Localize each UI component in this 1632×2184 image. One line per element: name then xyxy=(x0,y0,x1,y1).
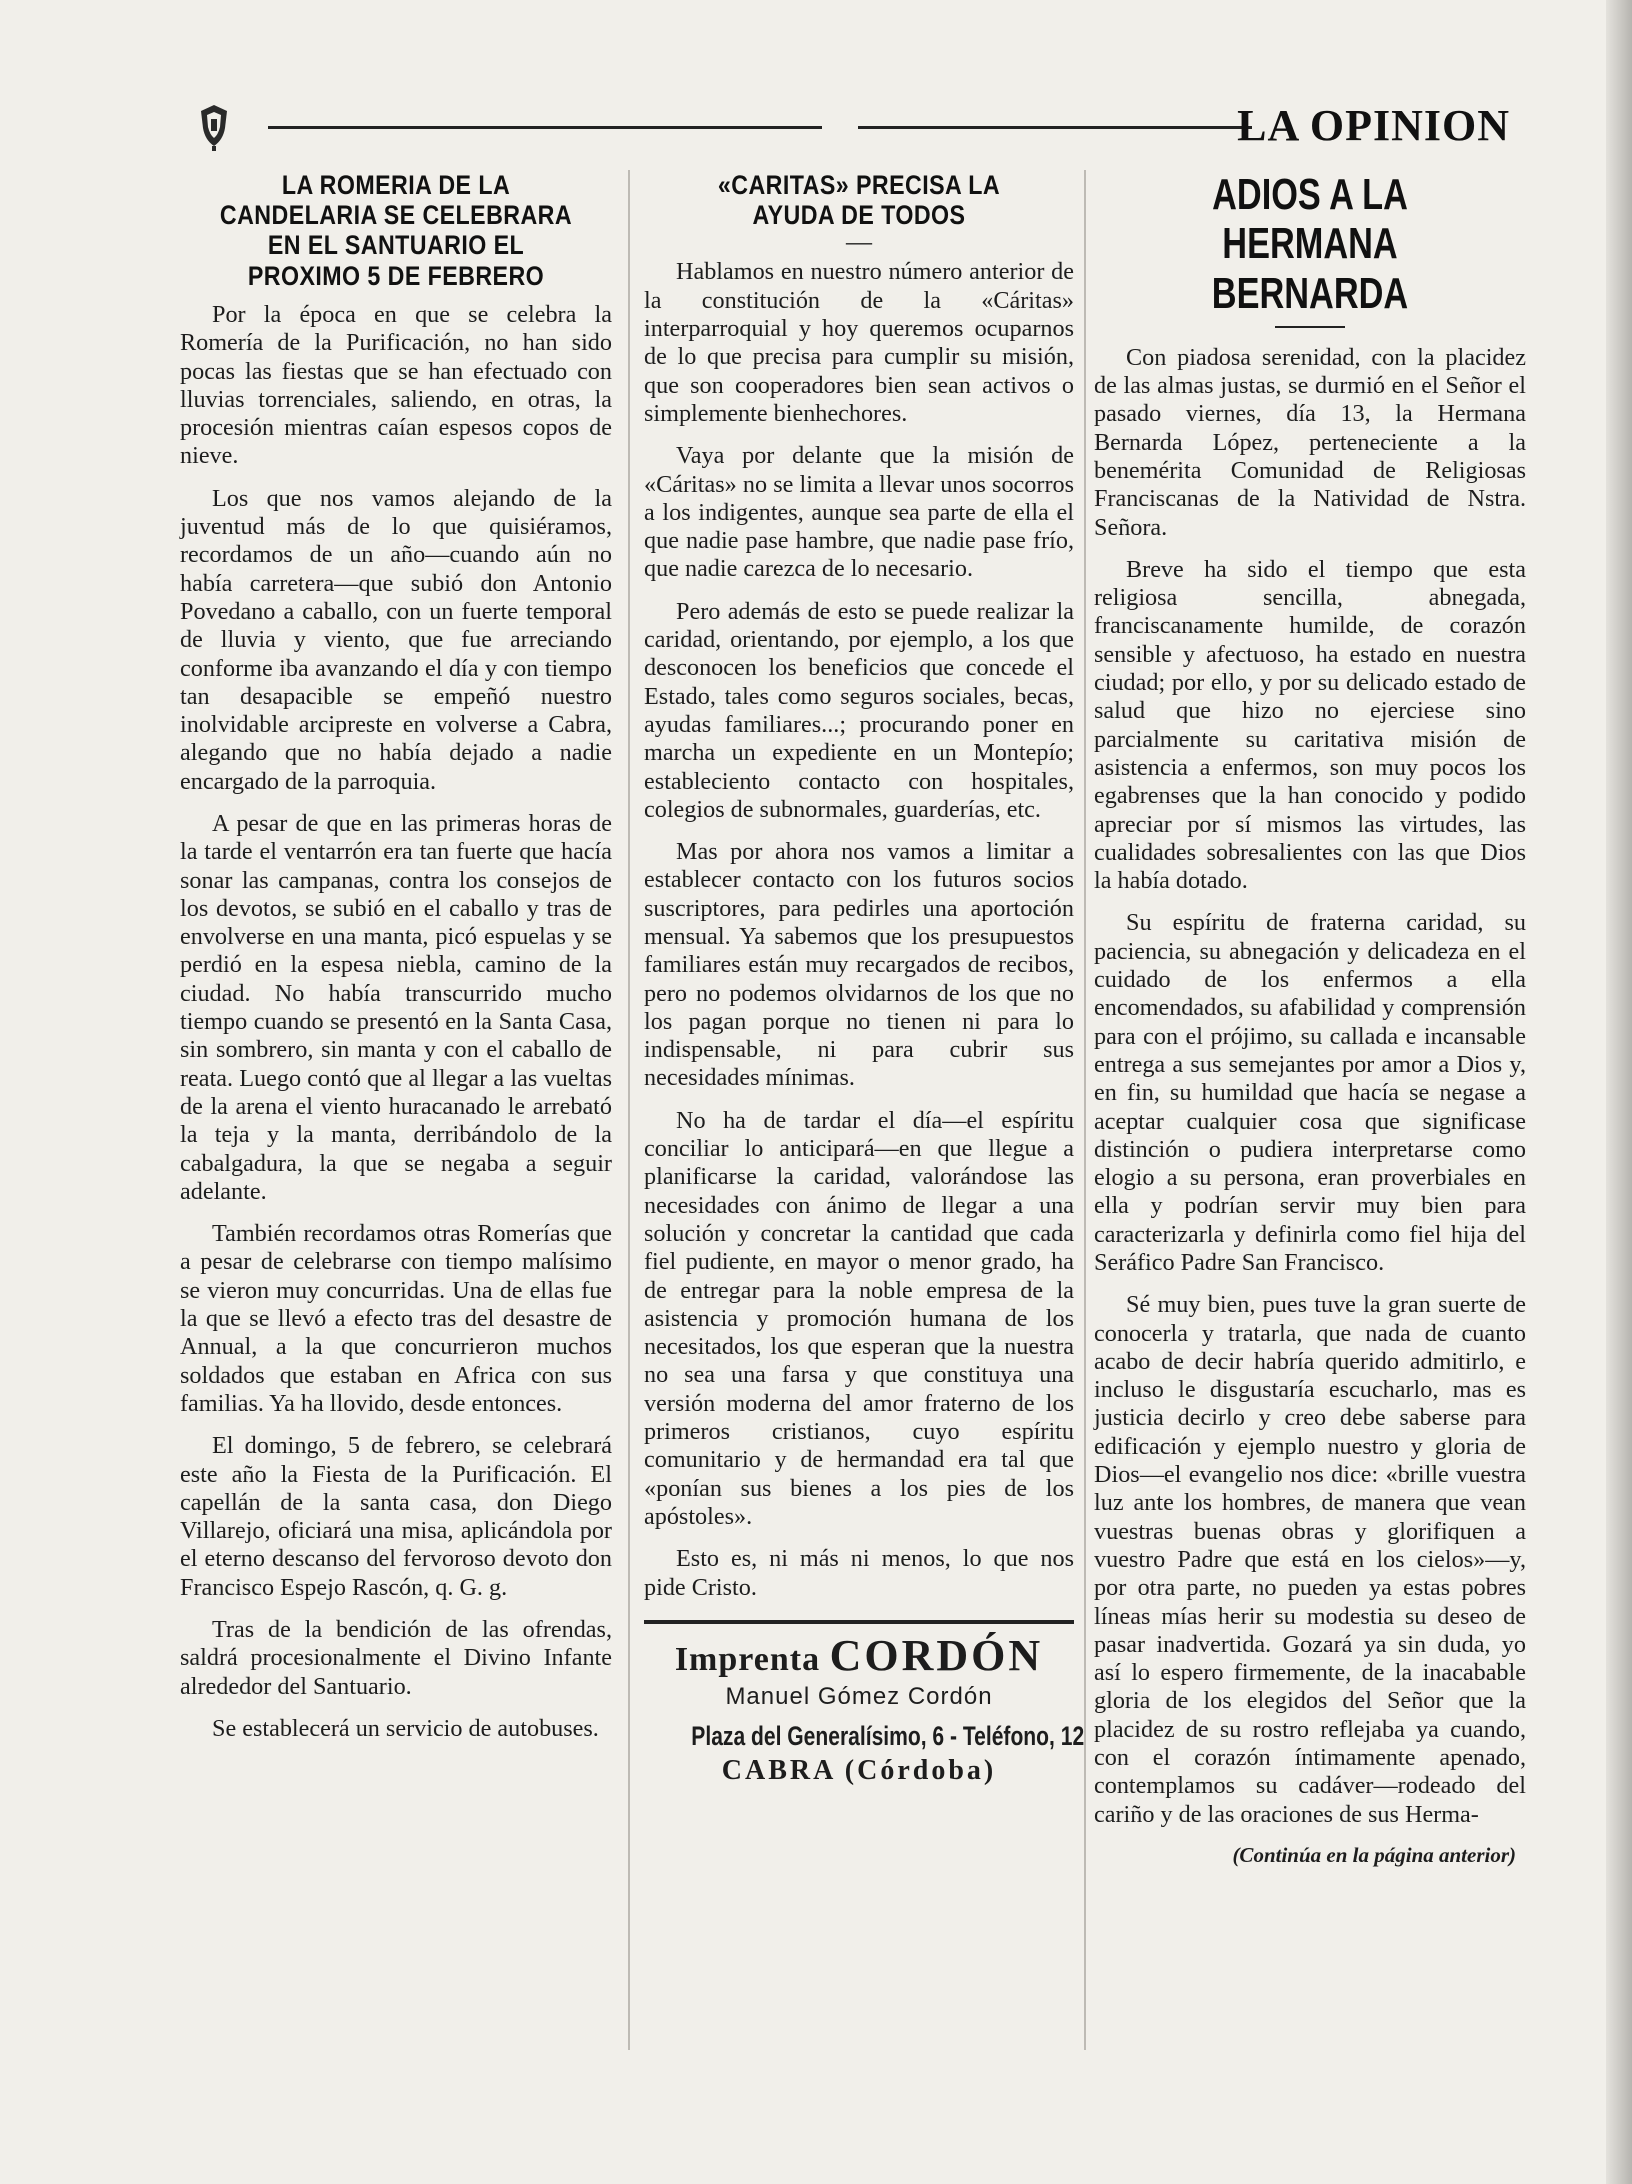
article-paragraph: No ha de tardar el día—el espíritu conciliar lo anticipará—en que llegue a planificarse la caridad, valorándose las necesidades con ánimo de llegar a una solución y concretar la cantidad que cada fiel pudiente, en mayor o menor grado, ha de entregar para la noble empresa de la asistencia y promoción humana de los necesitados, los que esperan que la nuestra no sea una farsa y que constituya una versión moderna del amor fraterno de los primeros cristianos, cuyo espíritu comunitario y de hermandad era tal que «ponían sus bienes a los pies de los apóstoles». xyxy=(644,1106,1074,1530)
article-paragraph: También recordamos otras Romerías que a pesar de celebrarse con tiempo malísimo se vieron muy concurridas. Una de ellas fue la que se llevó a efecto tras del desastre de Annual, a la que concurrieron muchos soldados que estaban en Africa con sus familias. Ya ha llovido, desde entonces. xyxy=(180,1220,612,1417)
scan-page-edge xyxy=(1606,0,1632,2184)
ad-city: CABRA (Córdoba) xyxy=(721,1754,997,1786)
ad-title-name: CORDÓN xyxy=(829,1630,1044,1680)
ad-title-prefix: Imprenta xyxy=(674,1640,821,1678)
article-headline: LA ROMERIA DE LA CANDELARIA SE CELEBRARA EN EL SANTUARIO EL PROXIMO 5 DE FEBRERO xyxy=(219,170,573,291)
article-paragraph: Se establecerá un servicio de autobuses. xyxy=(212,1714,599,1742)
continuation-note: (Continúa en la página anterior) xyxy=(1232,1842,1516,1867)
column-divider xyxy=(628,170,630,2050)
article-paragraph: Por la época en que se celebra la Romería de la Purificación, no han sido pocas las fiestas que se han efectuado con lluvias torrenciales, saliendo, en otras, la procesión mientras caían espesos copos de nieve. xyxy=(180,300,612,470)
ad-owner: Manuel Gómez Cordón xyxy=(725,1682,993,1710)
ad-title xyxy=(644,1630,1074,1680)
crest-emblem-icon xyxy=(194,102,234,152)
article-paragraph: Su espíritu de fraterna caridad, su paciencia, su abnegación y delicadeza en el cuidado de los enfermos a ella encomendados, su afabilidad y comprensión para con el prójimo, su callada e incansable entrega a sus semejantes por amor a Dios y, en fin, su humildad que hacía se negase a aceptar cualquier cosa que significase distinción o pudiera interpretarse como elogio a su persona, eran proverbiales en ella y podrían servir muy bien para caracterizarla y definirla como fiel hija del Seráfico Padre San Francisco. xyxy=(1094,909,1526,1276)
article-body xyxy=(644,258,1074,1601)
article-body xyxy=(180,301,612,1743)
article-paragraph: Sé muy bien, pues tuve la gran suerte de conocerla y tratarla, que nada de cuanto acabo de decir habría querido admitirlo, e incluso le disgustaría escucharlo, mas es justicia decirlo y creo debe saberse para edificación y ejemplo nuestro y gloria de Dios—el evangelio nos dice: «brille vuestra luz ante los hombres, de manera que vean vuestras buenas obras y glorifiquen a vuestro Padre que está en los cielos»—y, por otra parte, no pueden ya estas pobres líneas mías herir su modestia su deseo de pasar inadvertida. Gozará ya sin duda, yo así lo espero firmemente, de la inacabable gloria de los elegidos del Señor que la placidez de su rostro reflejaba ya cuando, con el corazón íntimamente apenado, contemplamos su cadáver—rodeado del cariño y de las oraciones de sus Herma- xyxy=(1094,1291,1526,1828)
headline-dash: — xyxy=(846,227,872,257)
article-paragraph: Breve ha sido el tiempo que esta religiosa sencilla, abnegada, franciscanamente humilde, de corazón sensible y afectuoso, ha estado en nuestra ciudad; por ello, y por su delicado estado de salud que hizo no ejerciese sino parcialmente su caritativa misión de asistencia a enfermos, son muy pocos los egabrenses que la han conocido y podido apreciar por sí mismos las virtudes, las cualidades sobresalientes con las que Dios la había dotado. xyxy=(1094,555,1526,895)
article-hermana-bernarda xyxy=(1094,170,1526,1868)
article-paragraph: Vaya por delante que la misión de «Cáritas» no se limita a llevar unos socorros a los indigentes, aunque sea parte de ella el que nadie pase hambre, que nadie pase frío, que nadie carezca de lo necesario. xyxy=(644,442,1074,583)
article-paragraph: Hablamos en nuestro número anterior de la constitución de la «Cáritas» interparroquial y hoy queremos ocuparnos de lo que precisa para cumplir su misión, que son cooperadores bien sean activos o simplemente bienhechores. xyxy=(644,258,1074,427)
article-paragraph: Tras de la bendición de las ofrendas, saldrá procesionalmente el Divino Infante alrededor del Santuario. xyxy=(180,1616,612,1700)
article-paragraph: Los que nos vamos alejando de la juventud más de lo que quisiéramos, recordamos de un año—cuando aún no había carretera—que subió don Antonio Povedano a caballo, con un fuerte temporal de lluvia y viento, que fue arreciando conforme iba avanzando el día y con tiempo tan desapacible se empeñó nuestro inolvidable arcipreste en volverse a Cabra, alegando que no había dejado a nadie encargado de la parroquia. xyxy=(180,484,612,795)
masthead-rule-left xyxy=(268,126,822,129)
article-romeria xyxy=(180,170,612,1757)
article-paragraph: El domingo, 5 de febrero, se celebrará este año la Fiesta de la Purificación. El capellán de la santa casa, don Diego Villarejo, oficiará una misa, aplicándola por el eterno descanso del fervoroso devoto don Francisco Espejo Rascón, q. G. g. xyxy=(180,1432,612,1601)
article-paragraph: Mas por ahora nos vamos a limitar a establecer contacto con los futuros socios suscriptores, para pedirles una aportoción mensual. Ya sabemos que los presupuestos familiares están muy recargados de recibos, pero no podemos olvidarnos de los que no los pagan porque no tienen ni para lo indispensable, ni para cubrir sus necesidades mínimas. xyxy=(644,838,1074,1092)
article-paragraph: Con piadosa serenidad, con la placidez de las almas justas, se durmió en el Señor el pasado viernes, día 13, la Hermana Bernarda López, perteneciente a la benemérita Comunidad de Religiosas Franciscanas de la Natividad de Nstra. Señora. xyxy=(1094,343,1526,541)
article-body xyxy=(1094,344,1526,1829)
ad-address: Plaza del Generalísimo, 6 - Teléfono, 12 xyxy=(691,1720,1085,1751)
article-paragraph: Pero además de esto se puede realizar la caridad, orientando, por ejemplo, a los que desconocen los beneficios que concede el Estado, tales como seguros sociales, becas, ayudas familiares...; procurando poner en marcha un expediente en un Montepío; estableciento contacto con hospitales, colegios de subnormales, guarderías, etc. xyxy=(644,597,1074,823)
article-paragraph: A pesar de que en las primeras horas de la tarde el ventarrón era tan fuerte que hacía sonar las campanas, contra los consejos de los devotos, se subió en el caballo y tras de envolverse en una manta, picó espuelas y se perdió en la espesa niebla, camino de la ciudad. No había transcurrido mucho tiempo cuando se presentó en la Santa Casa, sin sombrero, sin manta y con el caballo de reata. Luego contó que al llegar a las vueltas de la arena el viento huracanado le arrebató la teja y la manta, derribándolo de la cabalgadura, la que se negaba a seguir adelante. xyxy=(180,809,612,1205)
masthead-title: LA OPINION xyxy=(1237,101,1510,150)
column-divider xyxy=(1084,170,1086,2050)
article-headline: ADIOS A LA HERMANA BERNARDA xyxy=(1211,170,1409,318)
masthead xyxy=(190,98,1510,158)
article-paragraph: Esto es, ni más ni menos, lo que nos pide Cristo. xyxy=(644,1545,1074,1601)
headline-rule xyxy=(1275,326,1345,328)
printer-advertisement xyxy=(644,1620,1085,1788)
article-caritas xyxy=(644,170,1085,1788)
masthead-rule-right xyxy=(858,126,1252,129)
article-headline: «CARITAS» PRECISA LA AYUDA DE TODOS xyxy=(717,170,1001,231)
